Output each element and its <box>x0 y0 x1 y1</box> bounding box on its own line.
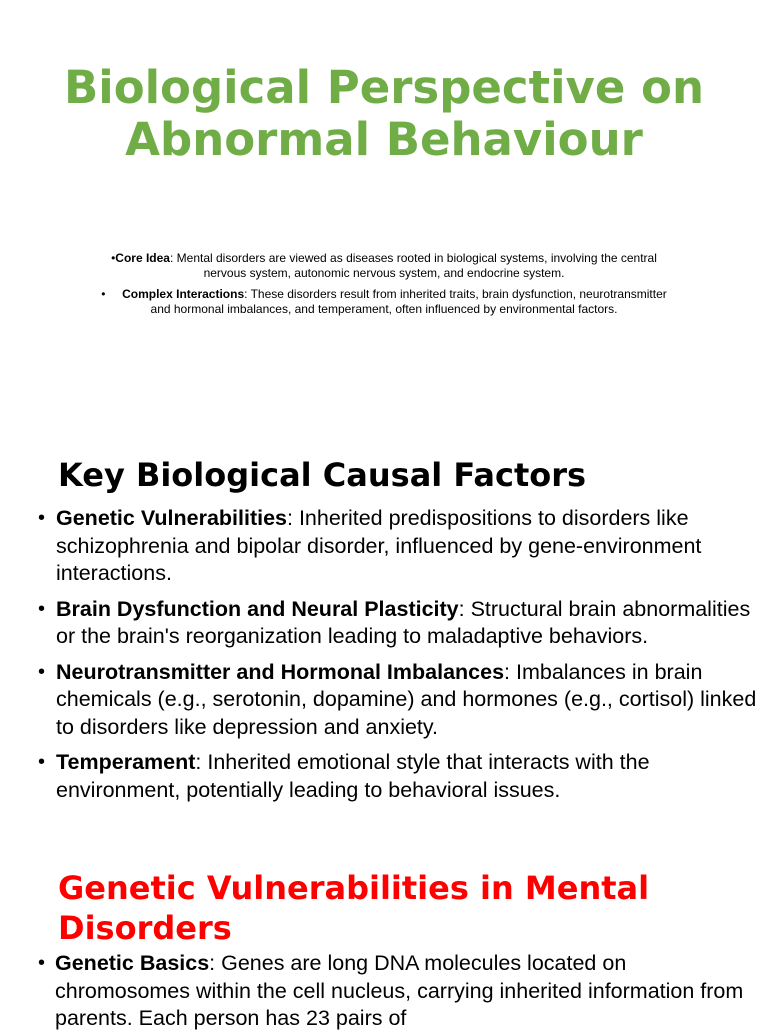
list-item <box>38 596 758 651</box>
item-label: Neurotransmitter and Hormonal Imbalances <box>56 659 505 684</box>
bullet: • <box>38 952 46 974</box>
section-title-causal-factors: Key Biological Causal Factors <box>58 456 587 494</box>
bullet: • <box>38 751 46 773</box>
complex-interactions-paragraph <box>100 287 668 317</box>
bullet: • <box>38 507 46 529</box>
item-text: : Inherited emotional style that interacts with the environment, potentially leading to behavioral issues. <box>56 750 650 802</box>
section-title-genetic-vulnerabilities: Genetic Vulnerabilities in Mental Disorders <box>58 869 650 947</box>
slide-title: Biological Perspective on Abnormal Behaviour <box>63 61 705 166</box>
item-label: Brain Dysfunction and Neural Plasticity <box>56 596 459 621</box>
bullet: • <box>111 251 116 265</box>
list-item <box>38 659 758 742</box>
item-label: Temperament <box>56 750 196 774</box>
bullet: • <box>38 660 46 683</box>
list-item <box>38 505 758 588</box>
bullet: • <box>38 597 46 620</box>
complex-interactions-label: Complex Interactions <box>122 287 245 301</box>
item-text: : Structural brain abnormalities or the brain's reorganization leading to maladaptive behaviors. <box>56 596 751 648</box>
complex-interactions-text: : These disorders result from inherited traits, brain dysfunction, neurotransmitter and hormonal imbalances, and temperament, often influenced by environmental factors. <box>150 287 667 316</box>
core-idea-paragraph <box>100 251 668 281</box>
item-text: : Imbalances in brain chemicals (e.g., serotonin, dopamine) and hormones (e.g., cortisol) linked to disorders like depression and anxiety. <box>56 659 757 739</box>
item-text: : Genes are long DNA molecules located on chromosomes within the cell nucleus, carrying inherited information from parents. Each person has 23 pairs of <box>55 951 744 1030</box>
list-item <box>38 749 758 804</box>
bullet: • <box>101 287 106 301</box>
core-idea-label: Core Idea <box>115 251 170 265</box>
item-label: Genetic Basics <box>55 951 210 975</box>
core-idea-text: : Mental disorders are viewed as diseases rooted in biological systems, involving the central nervous system, autonomic nervous system, and endocrine system. <box>169 251 657 280</box>
item-text: : Inherited predispositions to disorders like schizophrenia and bipolar disorder, influenced by gene-environment interactions. <box>56 506 702 585</box>
intro-text <box>100 251 668 323</box>
causal-factors-list <box>38 505 758 812</box>
item-label: Genetic Vulnerabilities <box>56 506 287 530</box>
list-item <box>38 950 758 1033</box>
genetic-list <box>38 950 758 1033</box>
